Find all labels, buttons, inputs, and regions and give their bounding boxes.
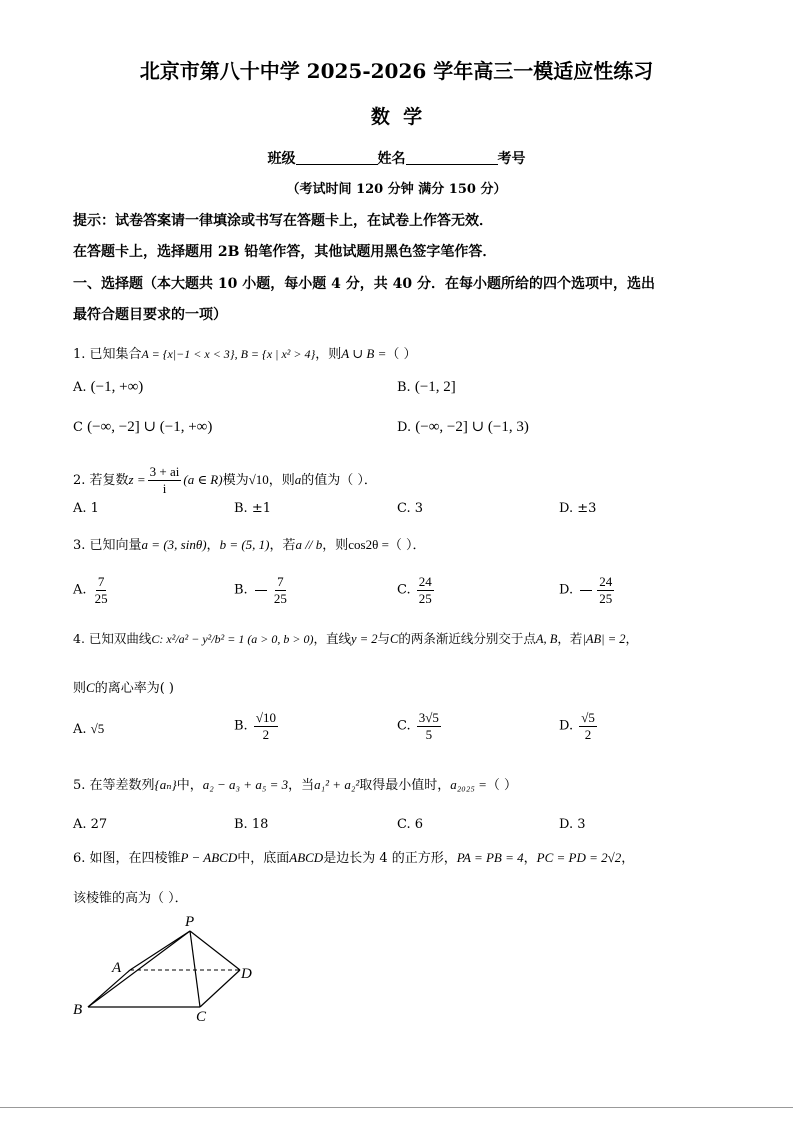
q1-option-a — [73, 378, 143, 397]
notice-line-2: 在答题卡上，选择题用 2B 铅笔作答，其他试题用黑色签字笔作答． — [73, 244, 497, 260]
id-label: 考号 — [497, 151, 526, 167]
q1-option-b — [397, 378, 456, 397]
q4-stem-text-4: 的两条渐近线分别交于点 — [398, 631, 536, 646]
q4-curve-c: C — [390, 632, 399, 646]
q1-d-label: D. — [397, 420, 412, 435]
q2-modulus: √10 — [248, 472, 269, 487]
q3-d-num: 24 — [599, 574, 613, 589]
notice-line-1: 提示：试卷答案请一律填涂或书写在答题卡上，在试卷上作答无效． — [73, 213, 493, 229]
q4-c-num: 3√5 — [418, 710, 439, 725]
q5-target: a₂₀₂₅ = — [450, 777, 487, 792]
edge-PD — [190, 931, 240, 970]
q1-option-d — [397, 418, 529, 437]
q3-option-b — [234, 574, 291, 607]
q4-option-d — [559, 710, 599, 743]
q4-stem-text: 4. 已知双曲线 — [73, 631, 152, 646]
q1-a-value: (−1, +∞) — [90, 379, 144, 395]
q3-expr: cos2θ = — [348, 537, 389, 552]
q6-pyramid: P − ABCD — [180, 850, 238, 865]
q3-parallel: a // b — [295, 537, 323, 552]
name-blank — [406, 150, 498, 165]
q4-comma: ， — [625, 631, 639, 646]
q3-option-a — [73, 574, 112, 607]
vertex-label-B: B — [73, 1002, 83, 1018]
question-2-stem — [73, 462, 377, 499]
q2-option-c: C. 3 — [397, 501, 424, 516]
q6-stem-text: 6. 如图，在四棱锥 — [73, 851, 181, 866]
q3-a-num: 7 — [97, 574, 105, 589]
q2-option-b: B. ±1 — [234, 501, 271, 516]
q3-c-num: 24 — [418, 574, 432, 589]
q4-option-a — [73, 720, 104, 739]
q4-d-num: √5 — [581, 710, 595, 725]
q6-base: ABCD — [289, 850, 324, 865]
q4-stem-text-3: 与 — [377, 631, 391, 646]
q3-b-num: 7 — [277, 574, 284, 589]
q4-a-label: A. — [73, 722, 87, 737]
q3-a-den: 25 — [94, 591, 108, 606]
q4-stem-text-2: ，直线 — [313, 631, 352, 646]
page-title: 北京市第八十中学 2025-2026 学年高三一模适应性练习 — [139, 59, 654, 83]
q1-expr: A ∪ B = — [341, 346, 387, 361]
q1-paren: （ ） — [386, 347, 417, 362]
q4-d-den: 2 — [584, 727, 592, 742]
q4-b-label: B. — [234, 718, 248, 734]
q4-b-num: √10 — [255, 710, 276, 725]
class-label: 班级 — [267, 151, 296, 167]
q6-pc-pd: PC = PD = 2√2 — [536, 850, 622, 865]
vertex-label-D: D — [241, 966, 252, 982]
q5-stem-text-4: 取得最小值时， — [359, 778, 451, 793]
q2-fraction — [148, 464, 182, 497]
q2-condition: (a ∈ R) — [183, 472, 223, 487]
q2-var-a: a — [294, 472, 302, 487]
q1-c-label: C — [73, 420, 83, 435]
edge-CD — [200, 970, 240, 1007]
q4-stem-text-5: ，若 — [557, 631, 583, 646]
q3-a-label: A. — [73, 582, 87, 598]
q3-c-frac — [417, 574, 434, 607]
q5-condition: a₂ − a₃ + a₅ = 3 — [202, 777, 289, 792]
q6-comma: ， — [621, 851, 635, 866]
q3-b-den: 25 — [273, 591, 287, 606]
q5-stem-text-3: ，当 — [288, 778, 315, 793]
q1-stem-text: 1. 已知集合 — [73, 347, 142, 362]
q3-d-label: D. — [559, 582, 574, 598]
q5-expr: a₁² + a₂² — [314, 777, 360, 792]
q4-c-den: 5 — [425, 727, 433, 742]
q6-sep: ， — [523, 851, 537, 866]
q1-option-c — [73, 418, 212, 437]
q1-d-value: (−∞, −2] ∪ (−1, 3) — [415, 419, 529, 435]
q3-vector-b: b = (5, 1) — [219, 537, 270, 552]
q3-d-den: 25 — [599, 591, 613, 606]
q5-paren: （ ） — [486, 778, 518, 793]
q6-pa-pb: PA = PB = 4 — [456, 850, 524, 865]
q3-a-frac — [93, 574, 110, 607]
vertex-label-P: P — [185, 914, 195, 930]
q3-sep: ， — [206, 538, 220, 553]
q4-d-label: D. — [559, 718, 574, 734]
q4-points: A, B — [535, 632, 558, 646]
vertex-label-A: A — [112, 960, 122, 976]
question-1-stem — [73, 345, 417, 364]
edge-BA — [88, 970, 130, 1007]
edge-PC — [190, 931, 200, 1007]
q2-numerator: 3 + ai — [149, 464, 180, 479]
q4-option-c — [397, 710, 443, 743]
q5-stem-text: 5. 在等差数列 — [73, 778, 155, 793]
question-4-stem — [73, 630, 638, 648]
q2-option-a: A. 1 — [73, 501, 99, 516]
class-blank — [296, 150, 378, 165]
question-6-stem — [73, 849, 634, 868]
q5-option-c: C. 6 — [397, 817, 424, 832]
q3-c-den: 25 — [418, 591, 432, 606]
q4-d-frac — [579, 710, 597, 743]
q4-stem-line-2 — [73, 679, 174, 698]
q5-option-a: A. 27 — [73, 817, 108, 832]
q3-b-label: B. — [234, 582, 248, 598]
q2-stem-text-2: 模为 — [222, 473, 249, 488]
q5-stem-text-2: 中， — [176, 778, 203, 793]
q4-line: y = 2 — [351, 632, 378, 646]
q3-option-d — [559, 574, 616, 607]
q2-stem-text-4: 的值为（ ）． — [301, 473, 377, 488]
page-bottom-divider — [0, 1107, 793, 1108]
q3-vector-a: a = (3, sinθ) — [141, 537, 207, 552]
edge-PA — [130, 931, 190, 970]
q4-ab-length: |AB| = 2 — [582, 632, 626, 646]
exam-time-note: （考试时间 120 分钟 满分 150 分） — [286, 182, 507, 197]
q4-hyperbola: C: x²/a² − y²/b² = 1 (a > 0, b > 0) — [151, 632, 314, 646]
q1-b-value: (−1, 2] — [414, 379, 456, 395]
q4-b-frac — [254, 710, 278, 743]
q4-line2-b: 的离心率为( ) — [94, 681, 174, 696]
q3-stem-text-3: ，则 — [322, 538, 349, 553]
q2-z: z = — [128, 472, 146, 487]
q6-stem-text-3: 是边长为 4 的正方形， — [323, 851, 457, 866]
q3-stem-text: 3. 已知向量 — [73, 538, 142, 553]
q2-stem-text: 2. 若复数 — [73, 473, 129, 488]
student-info-line — [0, 150, 793, 168]
q3-d-minus — [580, 590, 592, 591]
q4-b-den: 2 — [262, 727, 270, 742]
q3-c-label: C. — [397, 582, 411, 598]
q5-option-d: D. 3 — [559, 817, 586, 832]
q3-b-minus — [255, 590, 267, 591]
q4-line2-c: C — [86, 680, 95, 695]
q1-sets: A = {x|−1 < x < 3}, B = {x | x² > 4} — [141, 347, 316, 361]
q4-c-label: C. — [397, 718, 411, 734]
q1-a-label: A. — [73, 380, 87, 395]
q6-stem-line-2: 该棱锥的高为（ ）． — [73, 891, 188, 906]
q2-stem-text-3: ，则 — [268, 473, 295, 488]
q5-sequence: {aₙ} — [154, 777, 177, 792]
q3-paren: （ ）． — [388, 538, 426, 553]
q2-denominator: i — [162, 481, 167, 496]
q3-b-frac — [272, 574, 289, 607]
q1-stem-text-2: ，则 — [315, 347, 342, 362]
q1-b-label: B. — [397, 380, 411, 395]
q5-option-b: B. 18 — [234, 817, 269, 832]
name-label: 姓名 — [377, 151, 406, 167]
q3-d-frac — [597, 574, 614, 607]
q6-stem-text-2: 中，底面 — [237, 851, 290, 866]
q4-option-b — [234, 710, 280, 743]
q2-option-d: D. ±3 — [559, 501, 597, 516]
vertex-label-C: C — [196, 1009, 207, 1025]
q1-c-value: (−∞, −2] ∪ (−1, +∞) — [87, 419, 213, 435]
pyramid-figure — [60, 910, 280, 1030]
q4-a-value: √5 — [90, 721, 105, 736]
question-3-stem — [73, 536, 426, 555]
question-5-stem — [73, 776, 517, 795]
section-heading-line-1: 一、选择题（本大题共 10 小题，每小题 4 分，共 40 分．在每小题所给的四个选项中，选出 — [73, 276, 655, 292]
q4-c-frac — [417, 710, 441, 743]
q3-stem-text-2: ，若 — [269, 538, 296, 553]
q3-option-c — [397, 574, 436, 607]
section-heading-line-2: 最符合题目要求的一项） — [73, 307, 227, 323]
q4-line2-a: 则 — [73, 681, 87, 696]
edge-PB — [88, 931, 190, 1007]
subject-title: 数 学 — [370, 106, 423, 128]
